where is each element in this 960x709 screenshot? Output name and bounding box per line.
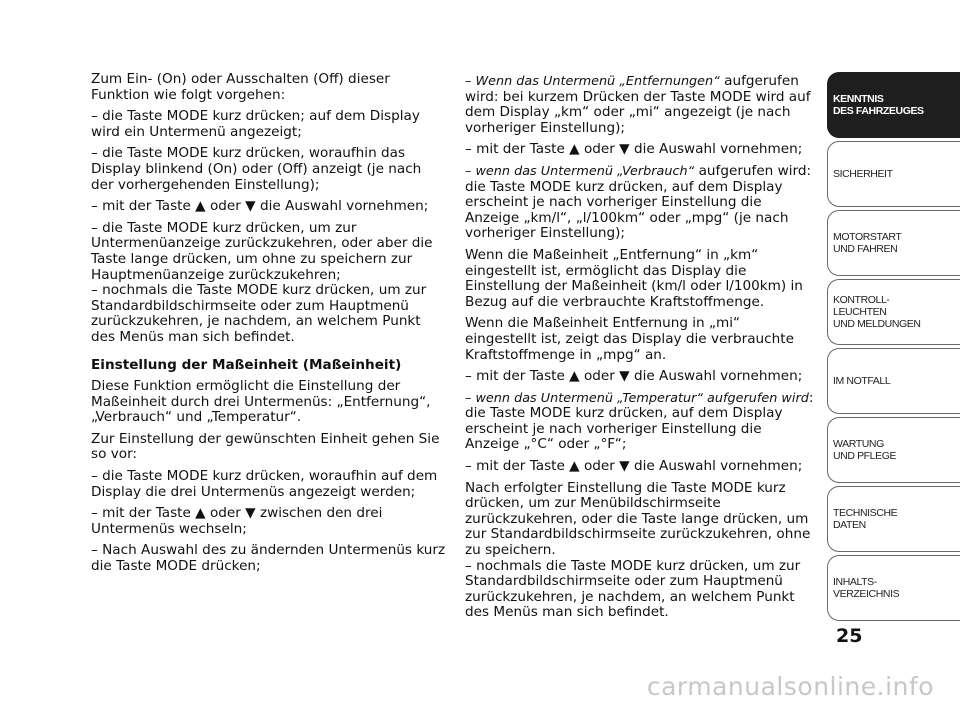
step-paragraph: – mit der Taste ▲ oder ▼ zwischen den drei Untermenüs wechseln; xyxy=(91,505,383,537)
step-text: : die Taste MODE kurz drücken, auf dem Display erscheint je nach vorheriger Einstellung die Anzeige „°C“ oder „°F“; xyxy=(465,389,814,453)
step-paragraph xyxy=(465,164,815,242)
tab-sicherheit[interactable]: SICHERHEIT xyxy=(827,141,960,207)
tab-inhaltsverzeichnis[interactable]: INHALTS- VERZEICHNIS xyxy=(827,555,960,621)
submenu-label: – wenn das Untermenü „Verbrauch“ xyxy=(465,163,695,179)
body-paragraph: Diese Funktion ermöglicht die Einstellung der Maßeinheit durch drei Untermenüs: „Entfernung“, „Verbrauch“ und „Temperatur“. xyxy=(91,378,431,426)
tab-wartung-und-pflege[interactable]: WARTUNG UND PFLEGE xyxy=(827,417,960,483)
step-paragraph: – die Taste MODE kurz drücken, woraufhin das Display blinkend (On) oder (Off) anzeigt (je nach der vorhergehenden Einstellung); xyxy=(91,145,422,193)
watermark: carmanualsonline.info xyxy=(646,672,934,701)
step-paragraph: – nochmals die Taste MODE kurz drücken, um zur Standardbildschirmseite oder zum Hauptmenü zurückzukehren, je nachdem, an welchem Punkt des Menüs man sich befindet. xyxy=(91,282,427,345)
tab-motorstart-und-fahren[interactable]: MOTORSTART UND FAHREN xyxy=(827,210,960,276)
tab-technische-daten[interactable]: TECHNISCHE DATEN xyxy=(827,486,960,552)
submenu-label: – wenn das Untermenü „Temperatur“ aufgerufen wird xyxy=(465,390,809,406)
step-paragraph: – mit der Taste ▲ oder ▼ die Auswahl vornehmen; xyxy=(465,458,803,475)
tab-kenntnis-des-fahrzeuges[interactable]: KENNTNIS DES FAHRZEUGES xyxy=(827,72,960,138)
step-text: aufgerufen wird: die Taste MODE kurz drücken, auf dem Display erscheint je nach vorheriger Einstellung die Anzeige „km/l“, „l/100km“ oder „mpg“ (je nach vorheriger Einstellung); xyxy=(465,162,812,242)
step-paragraph: – die Taste MODE kurz drücken; auf dem Display wird ein Untermenü angezeigt; xyxy=(91,108,420,140)
page-number: 25 xyxy=(836,625,863,647)
step-text: aufgerufen wird: bei kurzem Drücken der Taste MODE wird auf dem Display „km“ oder „mi“ angezeigt (je nach vorheriger Einstellung); xyxy=(465,73,811,136)
left-column xyxy=(91,72,446,581)
intro-paragraph: Zum Ein- (On) oder Ausschalten (Off) dieser Funktion wie folgt vorgehen: xyxy=(91,71,390,103)
section-heading: Einstellung der Maßeinheit (Maßeinheit) xyxy=(91,356,402,373)
tab-im-notfall[interactable]: IM NOTFALL xyxy=(827,348,960,414)
right-column xyxy=(465,74,815,627)
body-paragraph: Zur Einstellung der gewünschten Einheit gehen Sie so vor: xyxy=(91,430,440,463)
step-paragraph: – die Taste MODE kurz drücken, woraufhin auf dem Display die drei Untermenüs angezeigt werden; xyxy=(91,468,438,500)
step-paragraph: – mit der Taste ▲ oder ▼ die Auswahl vornehmen; xyxy=(465,141,803,158)
step-paragraph: – die Taste MODE kurz drücken, um zur Untermenüanzeige zurückzukehren, oder aber die Taste lange drücken, um ohne zu speichern zur Hauptmenüanzeige zurückzukehren; xyxy=(91,219,433,283)
step-paragraph: – mit der Taste ▲ oder ▼ die Auswahl vornehmen; xyxy=(91,198,429,215)
step-paragraph xyxy=(465,74,815,136)
submenu-label: – Wenn das Untermenü „Entfernungen“ xyxy=(465,74,720,89)
tab-kontrollleuchten-und-meldungen[interactable]: KONTROLL- LEUCHTEN UND MELDUNGEN xyxy=(827,279,960,345)
step-paragraph: – mit der Taste ▲ oder ▼ die Auswahl vornehmen; xyxy=(465,368,803,385)
step-paragraph: – Nach Auswahl des zu ändernden Untermenüs kurz die Taste MODE drücken; xyxy=(91,542,446,575)
body-paragraph: Wenn die Maßeinheit Entfernung in „mi“ eingestellt ist, zeigt das Display die verbrauchte Kraftstoffmenge in „mpg“ an. xyxy=(465,315,794,363)
step-paragraph: – nochmals die Taste MODE kurz drücken, um zur Standardbildschirmseite oder zum Hauptmenü zurückzukehren, je nachdem, an welchem Punkt des Menüs man sich befindet. xyxy=(465,557,801,621)
body-paragraph: Nach erfolgter Einstellung die Taste MODE kurz drücken, um zur Menübildschirmseite zurückzukehren, oder die Taste lange drücken, um zur Standardbildschirmseite zurückzukehren, ohne zu speichern. xyxy=(465,479,811,559)
chapter-tabs xyxy=(827,72,960,624)
step-paragraph xyxy=(465,391,815,453)
body-paragraph: Wenn die Maßeinheit „Entfernung“ in „km“ eingestellt ist, ermöglicht das Display die Einstellung der Maßeinheit (km/l oder l/100km) in Bezug auf die verbrauchte Kraftstoffmenge. xyxy=(465,246,803,310)
